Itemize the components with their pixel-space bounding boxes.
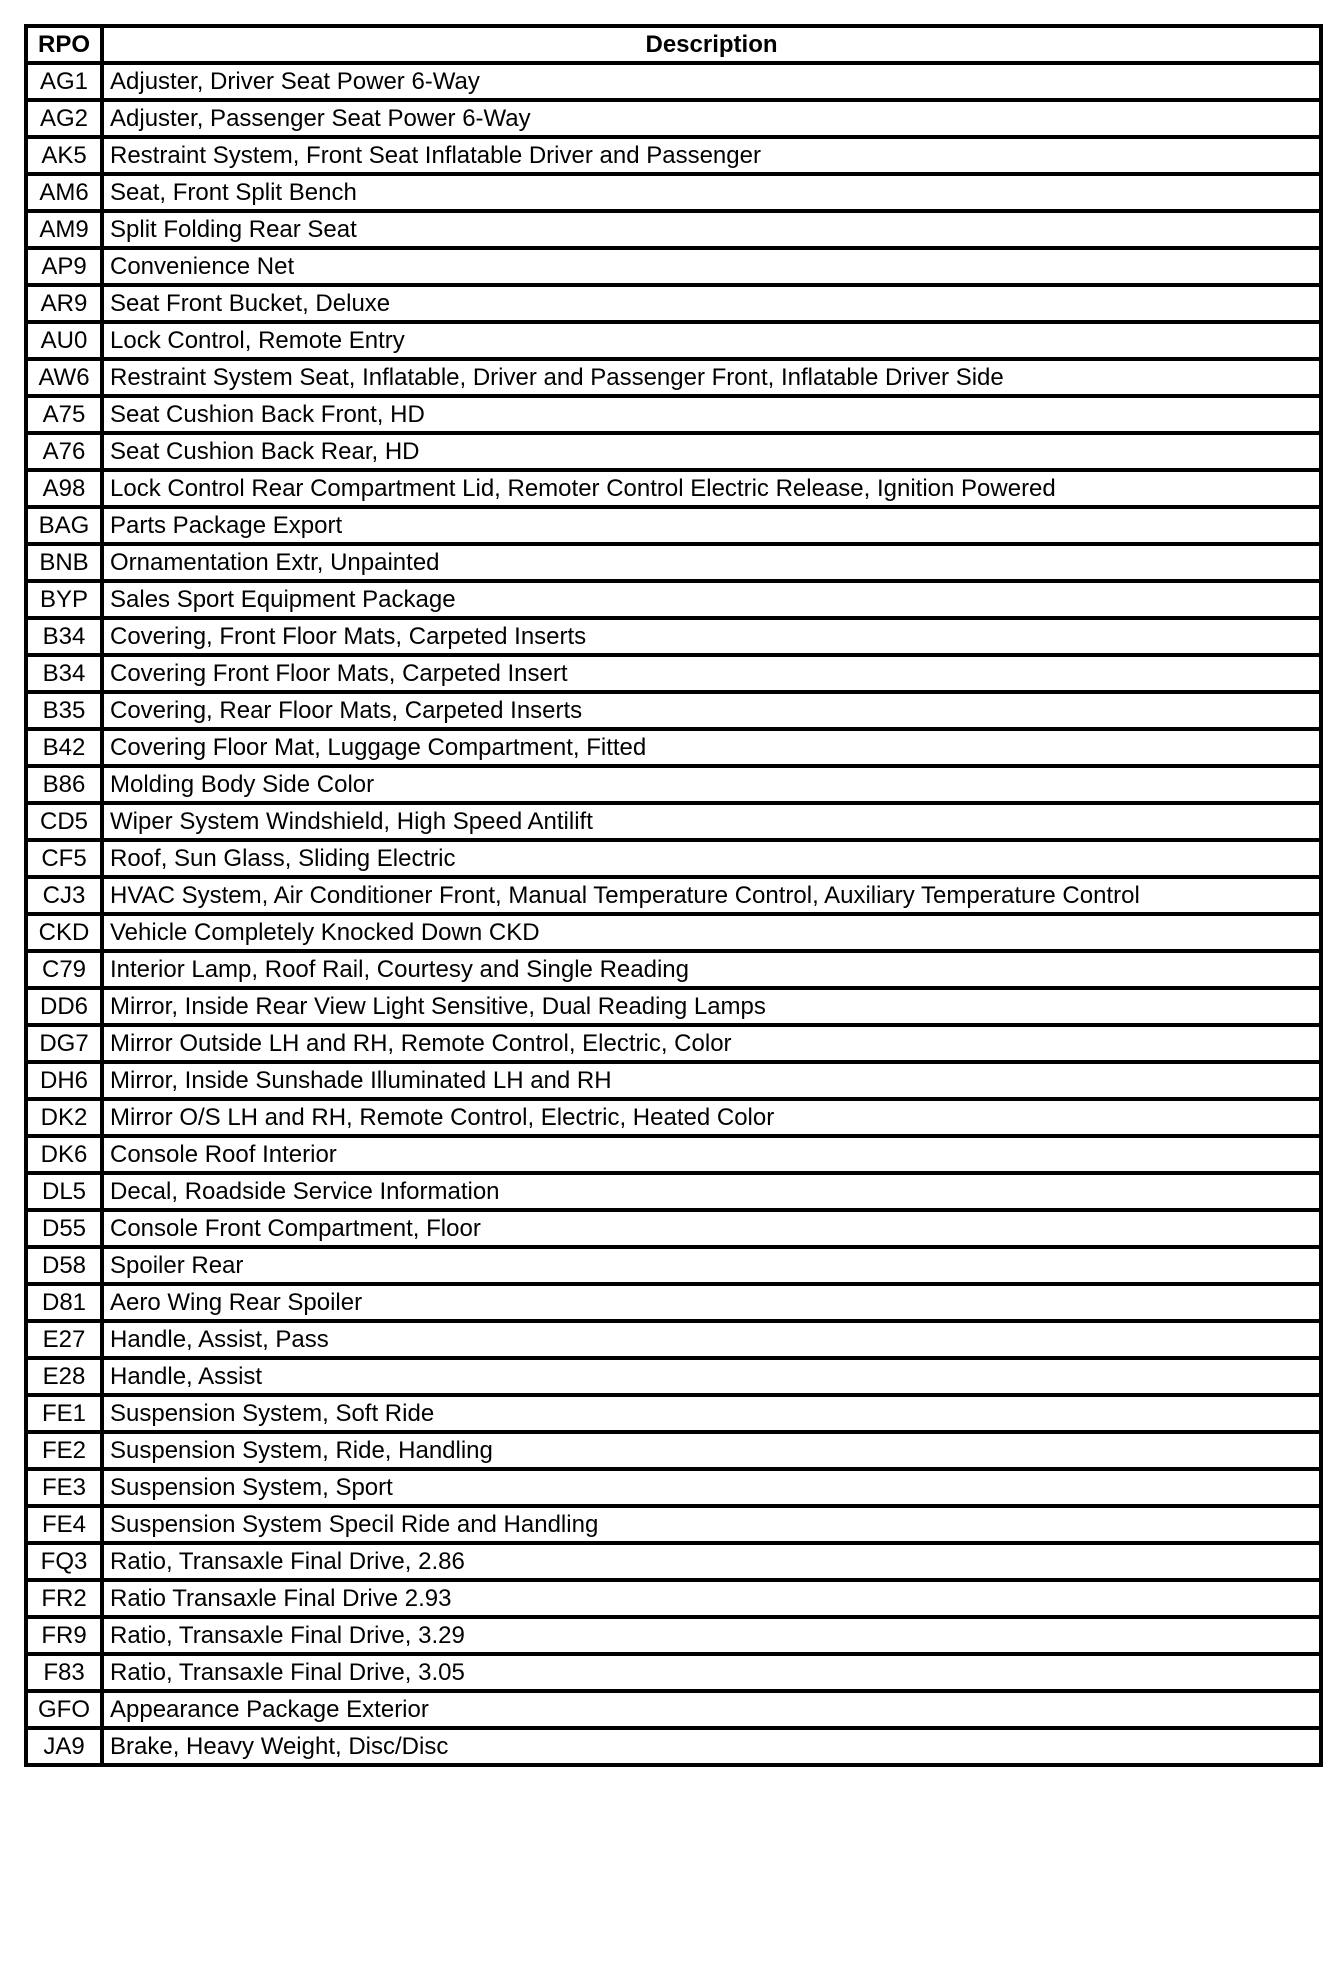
description-cell: Console Front Compartment, Floor [102, 1210, 1321, 1247]
description-cell: Restraint System Seat, Inflatable, Driver and Passenger Front, Inflatable Driver Side [102, 359, 1321, 396]
rpo-code-cell: AG2 [26, 100, 102, 137]
rpo-code-cell: FE2 [26, 1432, 102, 1469]
table-row [26, 1284, 1321, 1321]
table-row [26, 211, 1321, 248]
table-row [26, 914, 1321, 951]
rpo-code-cell: AP9 [26, 248, 102, 285]
rpo-code-cell: DG7 [26, 1025, 102, 1062]
rpo-code-cell: FQ3 [26, 1543, 102, 1580]
description-cell: Ratio Transaxle Final Drive 2.93 [102, 1580, 1321, 1617]
rpo-code-cell: DK2 [26, 1099, 102, 1136]
table-row [26, 1728, 1321, 1765]
table-row [26, 803, 1321, 840]
description-cell: Parts Package Export [102, 507, 1321, 544]
description-cell: Seat, Front Split Bench [102, 174, 1321, 211]
description-cell: Covering, Rear Floor Mats, Carpeted Inserts [102, 692, 1321, 729]
description-cell: Vehicle Completely Knocked Down CKD [102, 914, 1321, 951]
rpo-code-cell: FE1 [26, 1395, 102, 1432]
rpo-code-cell: DD6 [26, 988, 102, 1025]
description-cell: Ratio, Transaxle Final Drive, 3.05 [102, 1654, 1321, 1691]
column-header-description: Description [102, 26, 1321, 63]
rpo-code-cell: B35 [26, 692, 102, 729]
table-row [26, 766, 1321, 803]
description-cell: Lock Control, Remote Entry [102, 322, 1321, 359]
description-cell: Convenience Net [102, 248, 1321, 285]
rpo-code-cell: AK5 [26, 137, 102, 174]
table-row [26, 1395, 1321, 1432]
rpo-code-cell: A76 [26, 433, 102, 470]
table-row [26, 1099, 1321, 1136]
rpo-code-cell: AG1 [26, 63, 102, 100]
description-cell: Appearance Package Exterior [102, 1691, 1321, 1728]
description-cell: Ratio, Transaxle Final Drive, 2.86 [102, 1543, 1321, 1580]
rpo-code-cell: CF5 [26, 840, 102, 877]
rpo-code-cell: JA9 [26, 1728, 102, 1765]
rpo-code-cell: AR9 [26, 285, 102, 322]
table-row [26, 285, 1321, 322]
rpo-code-cell: D58 [26, 1247, 102, 1284]
rpo-code-cell: B34 [26, 618, 102, 655]
table-row [26, 100, 1321, 137]
rpo-code-cell: B86 [26, 766, 102, 803]
table-row [26, 1506, 1321, 1543]
description-cell: Molding Body Side Color [102, 766, 1321, 803]
table-row [26, 1654, 1321, 1691]
rpo-code-cell: D55 [26, 1210, 102, 1247]
description-cell: Decal, Roadside Service Information [102, 1173, 1321, 1210]
rpo-code-cell: C79 [26, 951, 102, 988]
table-row [26, 137, 1321, 174]
rpo-code-cell: D81 [26, 1284, 102, 1321]
rpo-code-cell: DL5 [26, 1173, 102, 1210]
description-cell: Mirror, Inside Rear View Light Sensitive, Dual Reading Lamps [102, 988, 1321, 1025]
table-row [26, 729, 1321, 766]
rpo-code-cell: E28 [26, 1358, 102, 1395]
rpo-code-cell: CD5 [26, 803, 102, 840]
description-cell: Suspension System, Sport [102, 1469, 1321, 1506]
table-row [26, 1062, 1321, 1099]
table-row [26, 655, 1321, 692]
rpo-code-cell: BAG [26, 507, 102, 544]
description-cell: Wiper System Windshield, High Speed Antilift [102, 803, 1321, 840]
description-cell: Ratio, Transaxle Final Drive, 3.29 [102, 1617, 1321, 1654]
table-row [26, 1173, 1321, 1210]
rpo-code-cell: FR2 [26, 1580, 102, 1617]
description-cell: Split Folding Rear Seat [102, 211, 1321, 248]
table-row [26, 951, 1321, 988]
table-row [26, 840, 1321, 877]
table-row [26, 1432, 1321, 1469]
table-row [26, 63, 1321, 100]
rpo-code-cell: FE4 [26, 1506, 102, 1543]
description-cell: Brake, Heavy Weight, Disc/Disc [102, 1728, 1321, 1765]
rpo-code-cell: B42 [26, 729, 102, 766]
table-row [26, 1358, 1321, 1395]
table-row [26, 396, 1321, 433]
description-cell: Handle, Assist, Pass [102, 1321, 1321, 1358]
rpo-code-cell: AM9 [26, 211, 102, 248]
table-row [26, 248, 1321, 285]
description-cell: Aero Wing Rear Spoiler [102, 1284, 1321, 1321]
table-row [26, 174, 1321, 211]
description-cell: Seat Cushion Back Rear, HD [102, 433, 1321, 470]
table-row [26, 1617, 1321, 1654]
rpo-code-cell: AM6 [26, 174, 102, 211]
rpo-code-cell: AU0 [26, 322, 102, 359]
description-cell: Mirror, Inside Sunshade Illuminated LH and RH [102, 1062, 1321, 1099]
description-cell: Restraint System, Front Seat Inflatable Driver and Passenger [102, 137, 1321, 174]
rpo-code-cell: CKD [26, 914, 102, 951]
description-cell: Sales Sport Equipment Package [102, 581, 1321, 618]
table-row [26, 433, 1321, 470]
table-row [26, 359, 1321, 396]
table-row [26, 618, 1321, 655]
description-cell: Suspension System, Ride, Handling [102, 1432, 1321, 1469]
description-cell: Covering Floor Mat, Luggage Compartment, Fitted [102, 729, 1321, 766]
table-row [26, 1469, 1321, 1506]
table-row [26, 1691, 1321, 1728]
table-row [26, 581, 1321, 618]
table-row [26, 877, 1321, 914]
description-cell: Handle, Assist [102, 1358, 1321, 1395]
table-row [26, 1136, 1321, 1173]
rpo-code-cell: CJ3 [26, 877, 102, 914]
rpo-table [24, 24, 1323, 1767]
table-row [26, 1025, 1321, 1062]
table-row [26, 1543, 1321, 1580]
rpo-code-cell: A98 [26, 470, 102, 507]
description-cell: Roof, Sun Glass, Sliding Electric [102, 840, 1321, 877]
description-cell: Seat Cushion Back Front, HD [102, 396, 1321, 433]
description-cell: Suspension System Specil Ride and Handling [102, 1506, 1321, 1543]
table-row [26, 1580, 1321, 1617]
description-cell: Mirror Outside LH and RH, Remote Control, Electric, Color [102, 1025, 1321, 1062]
table-row [26, 544, 1321, 581]
table-row [26, 1210, 1321, 1247]
table-row [26, 1247, 1321, 1284]
description-cell: Seat Front Bucket, Deluxe [102, 285, 1321, 322]
table-row [26, 1321, 1321, 1358]
rpo-code-cell: FR9 [26, 1617, 102, 1654]
description-cell: Suspension System, Soft Ride [102, 1395, 1321, 1432]
rpo-code-cell: FE3 [26, 1469, 102, 1506]
description-cell: Lock Control Rear Compartment Lid, Remoter Control Electric Release, Ignition Powered [102, 470, 1321, 507]
table-row [26, 470, 1321, 507]
description-cell: Interior Lamp, Roof Rail, Courtesy and Single Reading [102, 951, 1321, 988]
description-cell: Mirror O/S LH and RH, Remote Control, Electric, Heated Color [102, 1099, 1321, 1136]
table-row [26, 988, 1321, 1025]
description-cell: Adjuster, Driver Seat Power 6-Way [102, 63, 1321, 100]
rpo-code-cell: DH6 [26, 1062, 102, 1099]
description-cell: HVAC System, Air Conditioner Front, Manual Temperature Control, Auxiliary Temperature Control [102, 877, 1321, 914]
rpo-code-cell: DK6 [26, 1136, 102, 1173]
rpo-code-cell: A75 [26, 396, 102, 433]
rpo-code-cell: E27 [26, 1321, 102, 1358]
table-header-row [26, 26, 1321, 63]
description-cell: Covering, Front Floor Mats, Carpeted Inserts [102, 618, 1321, 655]
table-row [26, 322, 1321, 359]
column-header-rpo: RPO [26, 26, 102, 63]
description-cell: Covering Front Floor Mats, Carpeted Insert [102, 655, 1321, 692]
table-body [26, 63, 1321, 1765]
rpo-code-cell: B34 [26, 655, 102, 692]
rpo-code-cell: AW6 [26, 359, 102, 396]
description-cell: Ornamentation Extr, Unpainted [102, 544, 1321, 581]
table-row [26, 692, 1321, 729]
description-cell: Spoiler Rear [102, 1247, 1321, 1284]
rpo-code-cell: GFO [26, 1691, 102, 1728]
rpo-code-cell: BYP [26, 581, 102, 618]
description-cell: Adjuster, Passenger Seat Power 6-Way [102, 100, 1321, 137]
rpo-code-cell: F83 [26, 1654, 102, 1691]
rpo-code-cell: BNB [26, 544, 102, 581]
table-row [26, 507, 1321, 544]
description-cell: Console Roof Interior [102, 1136, 1321, 1173]
